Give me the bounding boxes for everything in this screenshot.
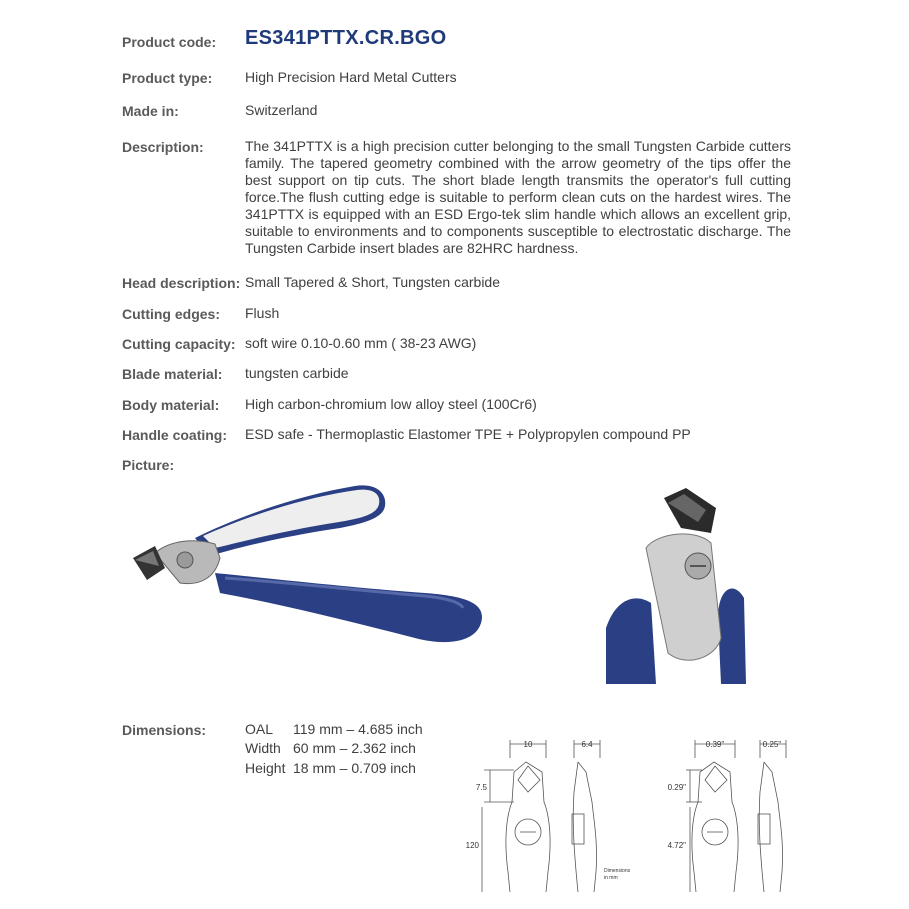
blade-material-label: Blade material: [122, 366, 223, 382]
drawing-note-line2: in mm [604, 875, 618, 881]
cutting-capacity-value: soft wire 0.10-0.60 mm ( 38-23 AWG) [245, 335, 477, 351]
cutting-capacity-label: Cutting capacity: [122, 336, 236, 352]
dimension-key: Height [245, 760, 286, 776]
head-description-label: Head description: [122, 275, 241, 291]
picture-label: Picture: [122, 457, 175, 473]
drawing-depth-label: 6.4 [581, 740, 593, 749]
dimension-row-height [245, 760, 416, 776]
drawing-note-line1: Dimensions [604, 868, 631, 874]
technical-drawing-inch [650, 732, 800, 897]
handle-coating-label: Handle coating: [122, 427, 228, 443]
drawing-width-label: 10 [523, 740, 533, 749]
dimension-key: OAL [245, 721, 274, 737]
drawing-depth-inch-label: 0.25" [762, 740, 782, 749]
dimension-value: 119 mm – 4.685 inch [293, 721, 423, 737]
cutter-side-view-image [125, 478, 490, 653]
dimension-row-oal [245, 721, 423, 737]
head-description-value: Small Tapered & Short, Tungsten carbide [245, 274, 501, 290]
description-label: Description: [122, 139, 204, 155]
product-type-value: High Precision Hard Metal Cutters [245, 69, 457, 85]
product-code-label: Product code: [122, 34, 217, 50]
dimension-value: 18 mm – 0.709 inch [293, 760, 416, 776]
drawing-width-inch-label: 0.39" [705, 740, 725, 749]
body-material-label: Body material: [122, 397, 220, 413]
dimension-value: 60 mm – 2.362 inch [293, 740, 416, 756]
handle-coating-value: ESD safe - Thermoplastic Elastomer TPE + Polypropylen compound PP [245, 426, 691, 442]
product-code: ES341PTTX.CR.BGO [245, 27, 447, 49]
blade-material-value: tungsten carbide [245, 365, 349, 381]
cutting-edges-value: Flush [245, 305, 280, 321]
drawing-length-label: 120 [465, 841, 479, 850]
drawing-length-inch-label: 4.72" [667, 841, 686, 850]
made-in-value: Switzerland [245, 102, 318, 118]
body-material-value: High carbon-chromium low alloy steel (100Cr6) [245, 396, 537, 412]
cutter-front-view-image [606, 488, 758, 684]
product-type-label: Product type: [122, 70, 213, 86]
dimensions-label: Dimensions: [122, 722, 207, 738]
technical-drawing-mm [462, 732, 652, 897]
drawing-head-label: 7.5 [475, 783, 487, 792]
drawing-head-inch-label: 0.29" [667, 783, 686, 792]
cutting-edges-label: Cutting edges: [122, 306, 220, 322]
dimension-row-width [245, 740, 416, 756]
description-text: The 341PTTX is a high precision cutter belonging to the small Tungsten Carbide cutters family. The tapered geometry combined with the arrow geometry of the tips offer the best support on tip cuts. The short blade length transmits the operator's full cutting force.The flush cutting edge is suitable to perform clean cuts on the hardest wires. The 341PTTX is equipped with an ESD Ergo-tek slim handle which allows an excellent grip, suitable to environments and to components susceptible to electrostatic discharge. The Tungsten Carbide insert blades are 82HRC hardness. [245, 138, 791, 256]
dimension-key: Width [245, 740, 281, 756]
made-in-label: Made in: [122, 103, 179, 119]
